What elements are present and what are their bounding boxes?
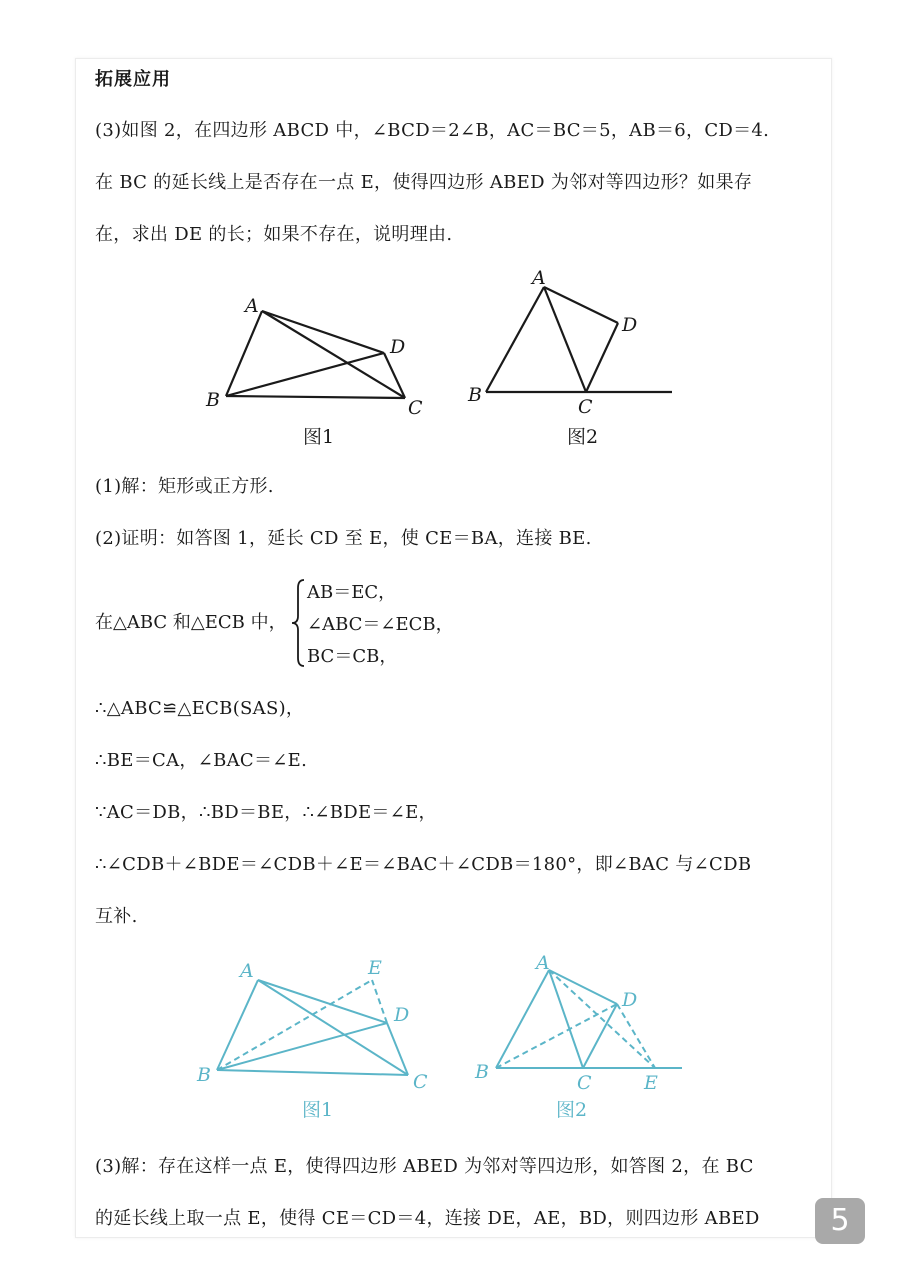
solution-step-conclusion: 互补. (95, 906, 138, 927)
section-heading: 拓展应用 (95, 69, 171, 90)
ans1-edge-AB (217, 980, 258, 1070)
problem-line-1: (3)如图 2，在四边形 ABCD 中，∠BCD＝2∠B，AC＝BC＝5，AB＝6，CD＝4. (95, 120, 770, 141)
congruence-lead: 在△ABC 和△ECB 中， (95, 612, 287, 633)
problem-figure-1 (226, 311, 405, 398)
ans2-dashed-DE (617, 1004, 655, 1068)
ans1-label-C: C (413, 1071, 428, 1093)
ans1-edge-DA (258, 980, 387, 1023)
ans1-dashed-DE (372, 980, 387, 1023)
fig2-label-B: B (468, 384, 482, 406)
ans1-edge-BC (217, 1070, 408, 1075)
solution-part-3-line-2: 的延长线上取一点 E，使得 CE＝CD＝4，连接 DE，AE，BD，则四边形 ABED (95, 1208, 760, 1229)
fig1-edge-BC (226, 396, 405, 398)
condition-3: BC＝CB， (307, 646, 398, 667)
ans2-label-D: D (622, 989, 638, 1011)
solution-part-1: (1)解：矩形或正方形. (95, 476, 274, 497)
fig2-label-D: D (622, 314, 638, 336)
page-number-badge: 5 (815, 1198, 865, 1244)
problem-line-3: 在，求出 DE 的长；如果不存在，说明理由. (95, 224, 453, 245)
ans2-label-C: C (577, 1072, 592, 1094)
fig1-edge-DA (262, 311, 384, 353)
solution-step-sas: ∴△ABC≌△ECB(SAS)， (95, 698, 305, 719)
ans1-caption: 图1 (302, 1099, 334, 1121)
ans2-dashed-AE (549, 970, 655, 1068)
fig2-edge-AB (486, 287, 544, 392)
answer-figure-1 (217, 980, 408, 1075)
ans1-label-D: D (394, 1004, 410, 1026)
congruence-conditions (95, 578, 595, 668)
ans1-label-B: B (197, 1064, 211, 1086)
condition-2: ∠ABC＝∠ECB， (307, 614, 454, 635)
left-brace (289, 578, 307, 668)
ans2-label-E: E (644, 1072, 658, 1094)
fig2-caption: 图2 (567, 426, 599, 448)
fig1-label-A: A (245, 295, 259, 317)
problem-figures (0, 260, 905, 460)
solution-part-3-line-1: (3)解：存在这样一点 E，使得四边形 ABED 为邻对等四边形，如答图 2，在 BC (95, 1156, 754, 1177)
solution-step-sum: ∴∠CDB＋∠BDE＝∠CDB＋∠E＝∠BAC＋∠CDB＝180°，即∠BAC 与∠CDB (95, 854, 752, 875)
ans2-label-A: A (536, 952, 550, 974)
fig2-label-C: C (578, 396, 593, 418)
solution-part-2: (2)证明：如答图 1，延长 CD 至 E，使 CE＝BA，连接 BE. (95, 528, 592, 549)
fig1-label-B: B (206, 389, 220, 411)
fig1-label-D: D (390, 336, 406, 358)
ans1-dashed-BE (217, 980, 372, 1070)
condition-1: AB＝EC， (307, 582, 397, 603)
fig1-diagonal-BD (226, 353, 384, 396)
answer-figures (0, 945, 905, 1135)
fig1-edge-AB (226, 311, 262, 396)
ans2-caption: 图2 (556, 1099, 588, 1121)
fig2-edge-DC (586, 323, 618, 392)
problem-line-2: 在 BC 的延长线上是否存在一点 E，使得四边形 ABED 为邻对等四边形？如果存 (95, 172, 753, 193)
fig2-label-A: A (532, 267, 546, 289)
ans2-label-B: B (475, 1061, 489, 1083)
answer-figure-2 (496, 970, 682, 1068)
ans2-edge-DC (583, 1004, 617, 1068)
fig1-caption: 图1 (303, 426, 335, 448)
ans1-label-E: E (368, 957, 382, 979)
problem-figure-2 (486, 287, 672, 392)
ans1-diagonal-AC (258, 980, 408, 1075)
ans1-label-A: A (240, 960, 254, 982)
solution-step-be-ca: ∴BE＝CA，∠BAC＝∠E. (95, 750, 308, 771)
fig2-edge-AC (544, 287, 586, 392)
fig1-label-C: C (408, 397, 423, 419)
solution-step-bd-be: ∵AC＝DB，∴BD＝BE，∴∠BDE＝∠E， (95, 802, 437, 823)
